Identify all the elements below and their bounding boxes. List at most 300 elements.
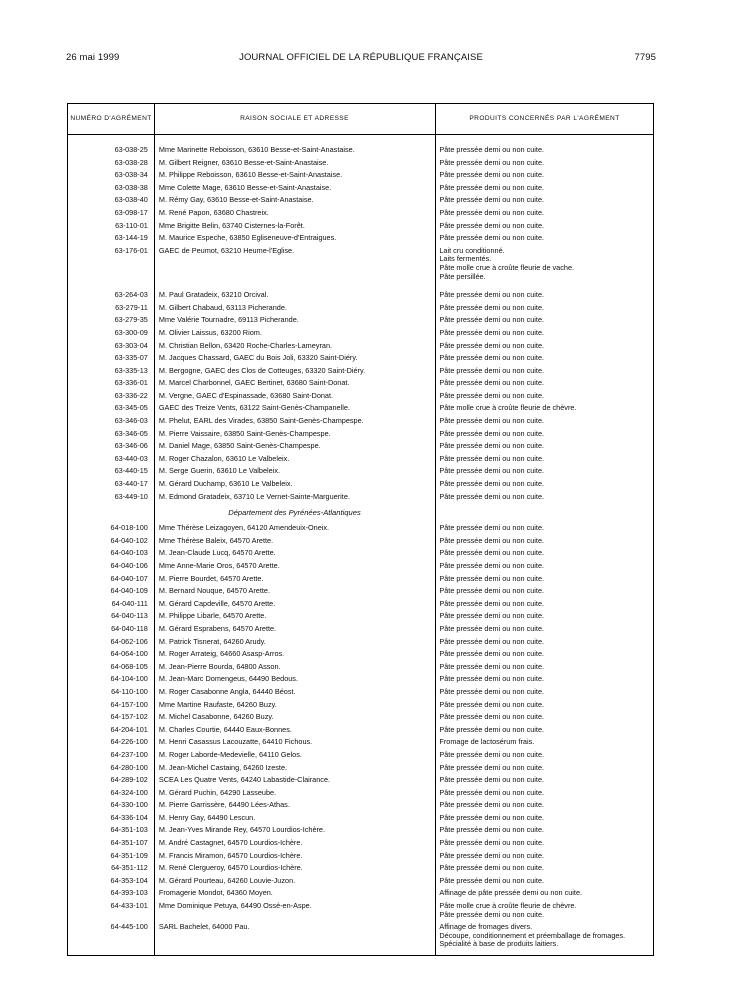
product-line: Pâte pressée demi ou non cuite. (439, 233, 545, 243)
table-row (68, 491, 653, 504)
company-name-address: Mme Anne-Marie Oros, 64570 Arette. (158, 561, 280, 570)
table-row (68, 207, 653, 220)
approval-number: 64-040-118 (111, 623, 148, 633)
approval-number: 63-336-22 (114, 390, 148, 400)
approval-number: 64-280-100 (110, 762, 148, 772)
products-cell (434, 751, 653, 760)
approval-number: 63-335-07 (114, 353, 148, 363)
products-cell (434, 549, 653, 558)
approval-number: 64-064-100 (110, 649, 148, 659)
product-line: Pâte pressée demi ou non cuite. (439, 812, 545, 822)
table-row (68, 837, 653, 850)
approval-number: 64-445-100 (110, 922, 148, 932)
approval-number: 63-336-01 (114, 378, 148, 388)
products-cell (434, 852, 653, 861)
products-cell (434, 587, 653, 596)
approval-number: 63-303-04 (114, 340, 148, 350)
approval-number: 63-144-19 (114, 233, 148, 243)
company-name-address: M. Philippe Libarle, 64570 Arette. (158, 611, 267, 621)
approval-number: 63-346-06 (114, 441, 148, 451)
company-name-address: M. Vergne, GAEC d'Espinassade, 63680 Saint-Donat. (158, 390, 334, 400)
company-name-address: M. Gérard Pourteau, 64260 Louvie-Juzon. (158, 875, 296, 885)
approval-number: 63-335-13 (114, 365, 148, 375)
product-line: Pâte pressée demi ou non cuite. (439, 157, 545, 167)
product-line: Pâte pressée demi ou non cuite. (439, 182, 545, 192)
product-line: Pâte pressée demi ou non cuite. (439, 875, 545, 885)
company-name-address: Mme Colette Mage, 63610 Besse-et-Saint-Anastaise. (158, 182, 332, 192)
product-line: Pâte pressée demi ou non cuite. (439, 636, 545, 646)
product-line: Pâte pressée demi ou non cuite. (439, 850, 545, 860)
products-cell (434, 575, 653, 584)
products-cell (434, 675, 653, 684)
product-line: Pâte pressée demi ou non cuite. (439, 145, 545, 154)
product-line: Pâte pressée demi ou non cuite. (439, 623, 545, 633)
table-row (68, 673, 653, 686)
product-line: Pâte pressée demi ou non cuite. (439, 327, 545, 337)
table-row (68, 535, 653, 548)
company-name-address: M. Gérard Duchamp, 63610 Le Valbeleix. (158, 479, 293, 489)
approval-number: 63-449-10 (114, 491, 148, 501)
products-cell (434, 304, 653, 313)
products-cell (434, 726, 653, 735)
approval-number: 63-279-35 (114, 315, 148, 325)
products-cell (434, 430, 653, 439)
table-row (68, 749, 653, 762)
approval-table (67, 103, 654, 956)
approval-number: 64-068-105 (110, 661, 148, 671)
approval-number: 63-176-01 (114, 245, 148, 255)
product-line: Pâte pressée demi ou non cuite. (439, 863, 545, 873)
product-line: Pâte pressée demi ou non cuite. (439, 340, 545, 350)
company-name-address: M. René Papon, 63680 Chastreix. (158, 207, 269, 217)
products-cell (434, 209, 653, 218)
product-line: Pâte pressée demi ou non cuite. (439, 170, 545, 180)
company-name-address: M. Roger Chazalon, 63610 Le Valbeleix. (158, 453, 290, 463)
table-row (68, 377, 653, 390)
product-line: Pâte pressée demi ou non cuite. (439, 353, 545, 363)
approval-number: 64-040-109 (110, 586, 148, 596)
table-row (68, 415, 653, 428)
approval-number: 63-110-01 (115, 220, 148, 230)
approval-number: 64-226-100 (110, 737, 148, 747)
table-row (68, 598, 653, 611)
table-row (68, 289, 653, 302)
table-row (68, 648, 653, 661)
product-line: Pâte pressée demi ou non cuite. (439, 548, 545, 558)
approval-number: 64-351-112 (111, 863, 148, 873)
products-cell (434, 342, 653, 351)
table-row (68, 157, 653, 170)
table-row (68, 699, 653, 712)
company-name-address: M. Pierre Bourdet, 64570 Arette. (158, 573, 264, 583)
product-line: Pâte molle crue à croûte fleurie de chèvre. (439, 403, 577, 413)
product-line: Pâte pressée demi ou non cuite. (439, 365, 545, 375)
approval-number: 63-038-40 (114, 195, 148, 205)
table-row (68, 352, 653, 365)
products-cell (434, 650, 653, 659)
product-line: Pâte pressée demi ou non cuite. (439, 838, 545, 848)
approval-number: 64-104-100 (110, 674, 148, 684)
products-cell (434, 638, 653, 647)
products-cell (434, 814, 653, 823)
product-line: Pâte pressée demi ou non cuite. (439, 586, 545, 596)
page-header (66, 52, 656, 66)
company-name-address: M. Paul Gratadeix, 63210 Orcival. (158, 290, 269, 300)
approval-number: 64-351-107 (110, 838, 148, 848)
products-cell (434, 537, 653, 546)
product-line: Pâte pressée demi ou non cuite. (439, 491, 545, 501)
approval-number: 63-346-05 (114, 428, 148, 438)
products-cell (434, 688, 653, 697)
products-cell (434, 392, 653, 401)
company-name-address: GAEC des Treize Vents, 63122 Saint-Genès-Champanelle. (158, 403, 350, 413)
company-name-address: M. Pierre Vaissaire, 63850 Saint-Genès-Champespe. (158, 428, 331, 438)
products-cell (434, 902, 653, 919)
page-number: 7795 (634, 52, 656, 63)
products-cell (434, 923, 653, 949)
products-cell (434, 663, 653, 672)
table-row (68, 661, 653, 674)
product-line: Pâte pressée demi ou non cuite. (439, 749, 545, 759)
products-cell (434, 291, 653, 300)
product-line: Spécialité à base de produits laitiers. (439, 939, 559, 949)
products-cell (434, 826, 653, 835)
table-row (68, 711, 653, 724)
section-heading: Département des Pyrénées-Atlantiques (228, 508, 361, 518)
products-cell (434, 222, 653, 231)
issue-date: 26 mai 1999 (66, 52, 120, 63)
product-line: Pâte pressée demi ou non cuite. (439, 535, 545, 545)
approval-number: 63-440-03 (114, 453, 148, 463)
company-name-address: M. Gérard Puchin, 64290 Lasseube. (158, 787, 277, 797)
approval-number: 64-330-100 (110, 800, 148, 810)
products-cell (434, 442, 653, 451)
company-name-address: M. Jean-Pierre Bourda, 64800 Asson. (158, 661, 281, 671)
products-cell (434, 247, 653, 281)
products-cell (434, 524, 653, 533)
product-line: Pâte pressée demi ou non cuite. (439, 661, 545, 671)
company-name-address: M. Michel Casabonne, 64260 Buzy. (158, 712, 274, 722)
approval-number: 64-336-104 (110, 812, 148, 822)
product-line: Pâte pressée demi ou non cuite. (439, 825, 545, 835)
company-name-address: SCEA Les Quatre Vents, 64240 Labastide-Clairance. (158, 775, 331, 785)
approval-number: 64-351-103 (110, 825, 148, 835)
product-line: Pâte pressée demi ou non cuite. (439, 724, 545, 734)
approval-number: 64-018-100 (110, 523, 148, 533)
company-name-address: Mme Martine Raufaste, 64260 Buzy. (158, 699, 277, 709)
product-line: Pâte pressée demi ou non cuite. (439, 699, 545, 709)
company-name-address: M. Marcel Charbonnel, GAEC Bertinet, 63680 Saint-Donat. (158, 378, 350, 388)
approval-number: 63-440-17 (114, 479, 148, 489)
product-line: Pâte pressée demi ou non cuite. (439, 207, 545, 217)
products-cell (434, 776, 653, 785)
product-line: Pâte pressée demi ou non cuite. (439, 787, 545, 797)
table-body (68, 144, 653, 951)
table-row (68, 220, 653, 233)
table-row (68, 812, 653, 825)
product-line: Pâte pressée demi ou non cuite. (439, 909, 545, 919)
company-name-address: SARL Bachelet, 64000 Pau. (158, 922, 250, 932)
approval-number: 63-038-25 (114, 145, 148, 154)
company-name-address: M. Francis Miramon, 64570 Lourdios-Ichère. (158, 850, 303, 860)
table-row (68, 900, 653, 921)
company-name-address: M. Henry Gay, 64490 Lescun. (158, 812, 256, 822)
product-line: Pâte pressée demi ou non cuite. (439, 523, 545, 533)
table-row (68, 736, 653, 749)
table-row (68, 862, 653, 875)
product-line: Pâte pressée demi ou non cuite. (439, 561, 545, 570)
table-row (68, 522, 653, 535)
product-line: Pâte pressée demi ou non cuite. (439, 712, 545, 722)
approval-number: 64-324-100 (110, 787, 148, 797)
approval-number: 64-237-100 (110, 749, 148, 759)
approval-number: 64-040-102 (110, 535, 148, 545)
products-cell (434, 889, 653, 898)
products-cell (434, 713, 653, 722)
products-cell (434, 493, 653, 502)
product-line: Pâte pressée demi ou non cuite. (439, 762, 545, 772)
table-row (68, 573, 653, 586)
company-name-address: M. Gérard Capdeville, 64570 Arette. (158, 598, 276, 608)
product-line: Pâte pressée demi ou non cuite. (439, 573, 545, 583)
approval-number: 64-351-109 (110, 850, 148, 860)
company-name-address: M. Daniel Mage, 63850 Saint-Genès-Champespe. (158, 441, 321, 451)
table-row (68, 478, 653, 491)
table-row (68, 610, 653, 623)
table-row (68, 636, 653, 649)
products-cell (434, 367, 653, 376)
company-name-address: M. Jacques Chassard, GAEC du Bois Joli, 63320 Saint-Diéry. (158, 353, 358, 363)
company-name-address: M. Bergogne, GAEC des Clos de Cotteuges, 63320 Saint-Diéry. (158, 365, 366, 375)
approval-number: 63-264-03 (114, 290, 148, 300)
approval-number: 64-040-103 (110, 548, 148, 558)
products-cell (434, 480, 653, 489)
approval-number: 63-346-03 (114, 416, 148, 426)
products-cell (434, 404, 653, 413)
table-row (68, 850, 653, 863)
approval-number: 64-040-111 (111, 598, 148, 608)
table-row (68, 774, 653, 787)
company-name-address: Mme Thérèse Leizagoyen, 64120 Amendeuix-Oneix. (158, 523, 330, 533)
products-cell (434, 839, 653, 848)
table-row (68, 465, 653, 478)
product-line: Découpe, conditionnement et préemballage de fromages. (439, 930, 626, 940)
company-name-address: M. Bernard Nouque, 64570 Arette. (158, 586, 271, 596)
table-row (68, 585, 653, 598)
company-name-address: Mme Thérèse Baleix, 64570 Arette. (158, 535, 274, 545)
products-cell (434, 864, 653, 873)
product-line: Pâte pressée demi ou non cuite. (439, 302, 545, 312)
company-name-address: M. Gérard Esprabens, 64570 Arette. (158, 623, 277, 633)
products-cell (434, 701, 653, 710)
company-name-address: M. Roger Laborde-Medevielle, 64110 Gelos. (158, 749, 302, 759)
company-name-address: M. Pierre Garrissère, 64490 Lées-Athas. (158, 800, 290, 810)
products-cell (434, 184, 653, 193)
product-line: Pâte pressée demi ou non cuite. (439, 390, 545, 400)
product-line: Affinage de pâte pressée demi ou non cuite. (439, 888, 583, 898)
approval-number: 64-040-106 (110, 561, 148, 570)
company-name-address: M. Jean-Michel Castaing, 64260 Izeste. (158, 762, 288, 772)
product-line: Pâte pressée demi ou non cuite. (439, 453, 545, 463)
table-row (68, 245, 653, 283)
table-row (68, 787, 653, 800)
company-name-address: M. Olivier Laissus, 63200 Riom. (158, 327, 262, 337)
company-name-address: M. Christian Bellon, 63420 Roche-Charles-Lameyran. (158, 340, 333, 350)
products-cell (434, 146, 653, 155)
approval-number: 64-433-101 (110, 901, 148, 911)
product-line: Pâte pressée demi ou non cuite. (439, 428, 545, 438)
products-cell (434, 562, 653, 571)
table-row (68, 365, 653, 378)
products-cell (434, 316, 653, 325)
product-line: Pâte molle crue à croûte fleurie de chèvre. (439, 901, 577, 911)
company-name-address: M. Rémy Gay, 63610 Besse-et-Saint-Anastaise. (158, 195, 314, 205)
approval-number: 63-279-11 (115, 302, 148, 312)
product-line: Lait cru conditionné. (439, 245, 505, 255)
products-cell (434, 171, 653, 180)
company-name-address: M. Phelut, EARL des Virades, 63850 Saint-Genès-Champespe. (158, 416, 364, 426)
company-name-address: Mme Brigitte Belin, 63740 Cisternes-la-Forêt. (158, 220, 305, 230)
table-row (68, 686, 653, 699)
approval-number: 64-204-101 (110, 724, 148, 734)
product-line: Pâte pressée demi ou non cuite. (439, 775, 545, 785)
table-row (68, 560, 653, 573)
product-line: Pâte pressée demi ou non cuite. (439, 378, 545, 388)
products-cell (434, 789, 653, 798)
company-name-address: M. Charles Courtie, 64440 Eaux-Bonnes. (158, 724, 292, 734)
products-cell (434, 738, 653, 747)
company-name-address: M. Roger Arrateig, 64660 Asasp-Arros. (158, 649, 285, 659)
table-row (68, 428, 653, 441)
table-row (68, 169, 653, 182)
table-row (68, 440, 653, 453)
approval-number: 64-289-102 (110, 775, 148, 785)
company-name-address: M. Serge Guerin, 63610 Le Valbeleix. (158, 466, 281, 476)
product-line: Pâte pressée demi ou non cuite. (439, 416, 545, 426)
table-row (68, 623, 653, 636)
company-name-address: M. René Clergueroy, 64570 Lourdios-Ichère. (158, 863, 303, 873)
approval-number: 64-393-103 (110, 888, 148, 898)
table-row (68, 390, 653, 403)
product-line: Pâte pressée demi ou non cuite. (439, 441, 545, 451)
company-name-address: M. Jean-Marc Domengeus, 64490 Bedous. (158, 674, 298, 684)
approval-number: 63-098-17 (114, 207, 148, 217)
product-line: Pâte pressée demi ou non cuite. (439, 674, 545, 684)
table-row (68, 144, 653, 157)
company-name-address: M. André Castagnet, 64570 Lourdios-Ichère. (158, 838, 303, 848)
approval-number: 64-062-106 (110, 636, 148, 646)
product-line: Pâte pressée demi ou non cuite. (439, 649, 545, 659)
company-name-address: GAEC de Peumot, 63210 Heume-l'Eglise. (158, 245, 295, 255)
product-line: Affinage de fromages divers. (439, 922, 533, 932)
product-line: Pâte pressée demi ou non cuite. (439, 611, 545, 621)
approval-number: 63-038-34 (114, 170, 148, 180)
table-row (68, 327, 653, 340)
table-row (68, 194, 653, 207)
product-line: Pâte pressée demi ou non cuite. (439, 598, 545, 608)
column-header-number: NUMÉRO D'AGRÉMENT (70, 115, 152, 122)
company-name-address: M. Edmond Gratadeix, 63710 Le Vernet-Sainte-Marguerite. (158, 491, 350, 501)
approval-number: 64-040-107 (110, 573, 148, 583)
product-line: Pâte persillée. (439, 271, 486, 281)
product-line: Pâte pressée demi ou non cuite. (439, 290, 545, 300)
company-name-address: Fromagerie Mondot, 64360 Moyen. (158, 888, 273, 898)
product-line: Pâte pressée demi ou non cuite. (439, 800, 545, 810)
company-name-address: M. Jean-Yves Mirande Rey, 64570 Lourdios-Ichère. (158, 825, 326, 835)
company-name-address: M. Patrick Tisnerat, 64260 Arudy. (158, 636, 266, 646)
product-line: Pâte pressée demi ou non cuite. (439, 315, 545, 325)
approval-number: 64-157-102 (110, 712, 148, 722)
table-row (68, 799, 653, 812)
product-line: Pâte pressée demi ou non cuite. (439, 686, 545, 696)
products-cell (434, 455, 653, 464)
approval-number: 63-345-05 (114, 403, 148, 413)
products-cell (434, 379, 653, 388)
products-cell (434, 625, 653, 634)
company-name-address: Mme Dominique Petuya, 64490 Ossé-en-Aspe. (158, 901, 312, 911)
product-line: Pâte pressée demi ou non cuite. (439, 195, 545, 205)
table-row (68, 875, 653, 888)
products-cell (434, 764, 653, 773)
table-row (68, 302, 653, 315)
approval-number: 63-440-15 (114, 466, 148, 476)
products-cell (434, 600, 653, 609)
column-header-products: PRODUITS CONCERNÉS PAR L'AGRÉMENT (469, 115, 620, 122)
company-name-address: M. Gilbert Chabaud, 63113 Picherande. (158, 302, 287, 312)
products-cell (434, 354, 653, 363)
company-name-address: M. Philippe Reboisson, 63610 Besse-et-Saint-Anastaise. (158, 170, 343, 180)
approval-number: 63-300-09 (114, 327, 148, 337)
approval-number: 63-038-28 (114, 157, 148, 167)
products-cell (434, 612, 653, 621)
product-line: Pâte pressée demi ou non cuite. (439, 479, 545, 489)
products-cell (434, 196, 653, 205)
approval-number: 64-157-100 (110, 699, 148, 709)
product-line: Fromage de lactosérum frais. (439, 737, 535, 747)
table-row (68, 453, 653, 466)
company-name-address: M. Jean-Claude Lucq, 64570 Arette. (158, 548, 276, 558)
products-cell (434, 159, 653, 168)
approval-number: 63-038-38 (114, 182, 148, 192)
approval-number: 64-353-104 (110, 875, 148, 885)
table-row (68, 547, 653, 560)
products-cell (434, 234, 653, 243)
table-row (68, 887, 653, 900)
product-line: Laits fermentés. (439, 254, 492, 264)
table-row (68, 921, 653, 951)
products-cell (434, 417, 653, 426)
company-name-address: Mme Marinette Reboisson, 63610 Besse-et-Saint-Anastaise. (158, 145, 355, 154)
company-name-address: Mme Valérie Tournadre, 69113 Picherande. (158, 315, 299, 325)
company-name-address: M. Gilbert Reigner, 63610 Besse-et-Saint-Anastaise. (158, 157, 329, 167)
product-line: Pâte molle crue à croûte fleurie de vache. (439, 262, 575, 272)
table-row (68, 762, 653, 775)
table-row (68, 182, 653, 195)
company-name-address: M. Henri Casassus Lacouzatte, 64410 Fichous. (158, 737, 313, 747)
approval-number: 64-040-113 (111, 611, 148, 621)
company-name-address: M. Roger Casabonne Angla, 64440 Béost. (158, 686, 296, 696)
column-header-name: RAISON SOCIALE ET ADRESSE (240, 115, 349, 122)
products-cell (434, 467, 653, 476)
table-row (68, 340, 653, 353)
products-cell (434, 801, 653, 810)
table-row (68, 824, 653, 837)
products-cell (434, 329, 653, 338)
products-cell (434, 877, 653, 886)
table-row (68, 314, 653, 327)
product-line: Pâte pressée demi ou non cuite. (439, 466, 545, 476)
journal-title: JOURNAL OFFICIEL DE LA RÉPUBLIQUE FRANÇAISE (239, 52, 483, 63)
